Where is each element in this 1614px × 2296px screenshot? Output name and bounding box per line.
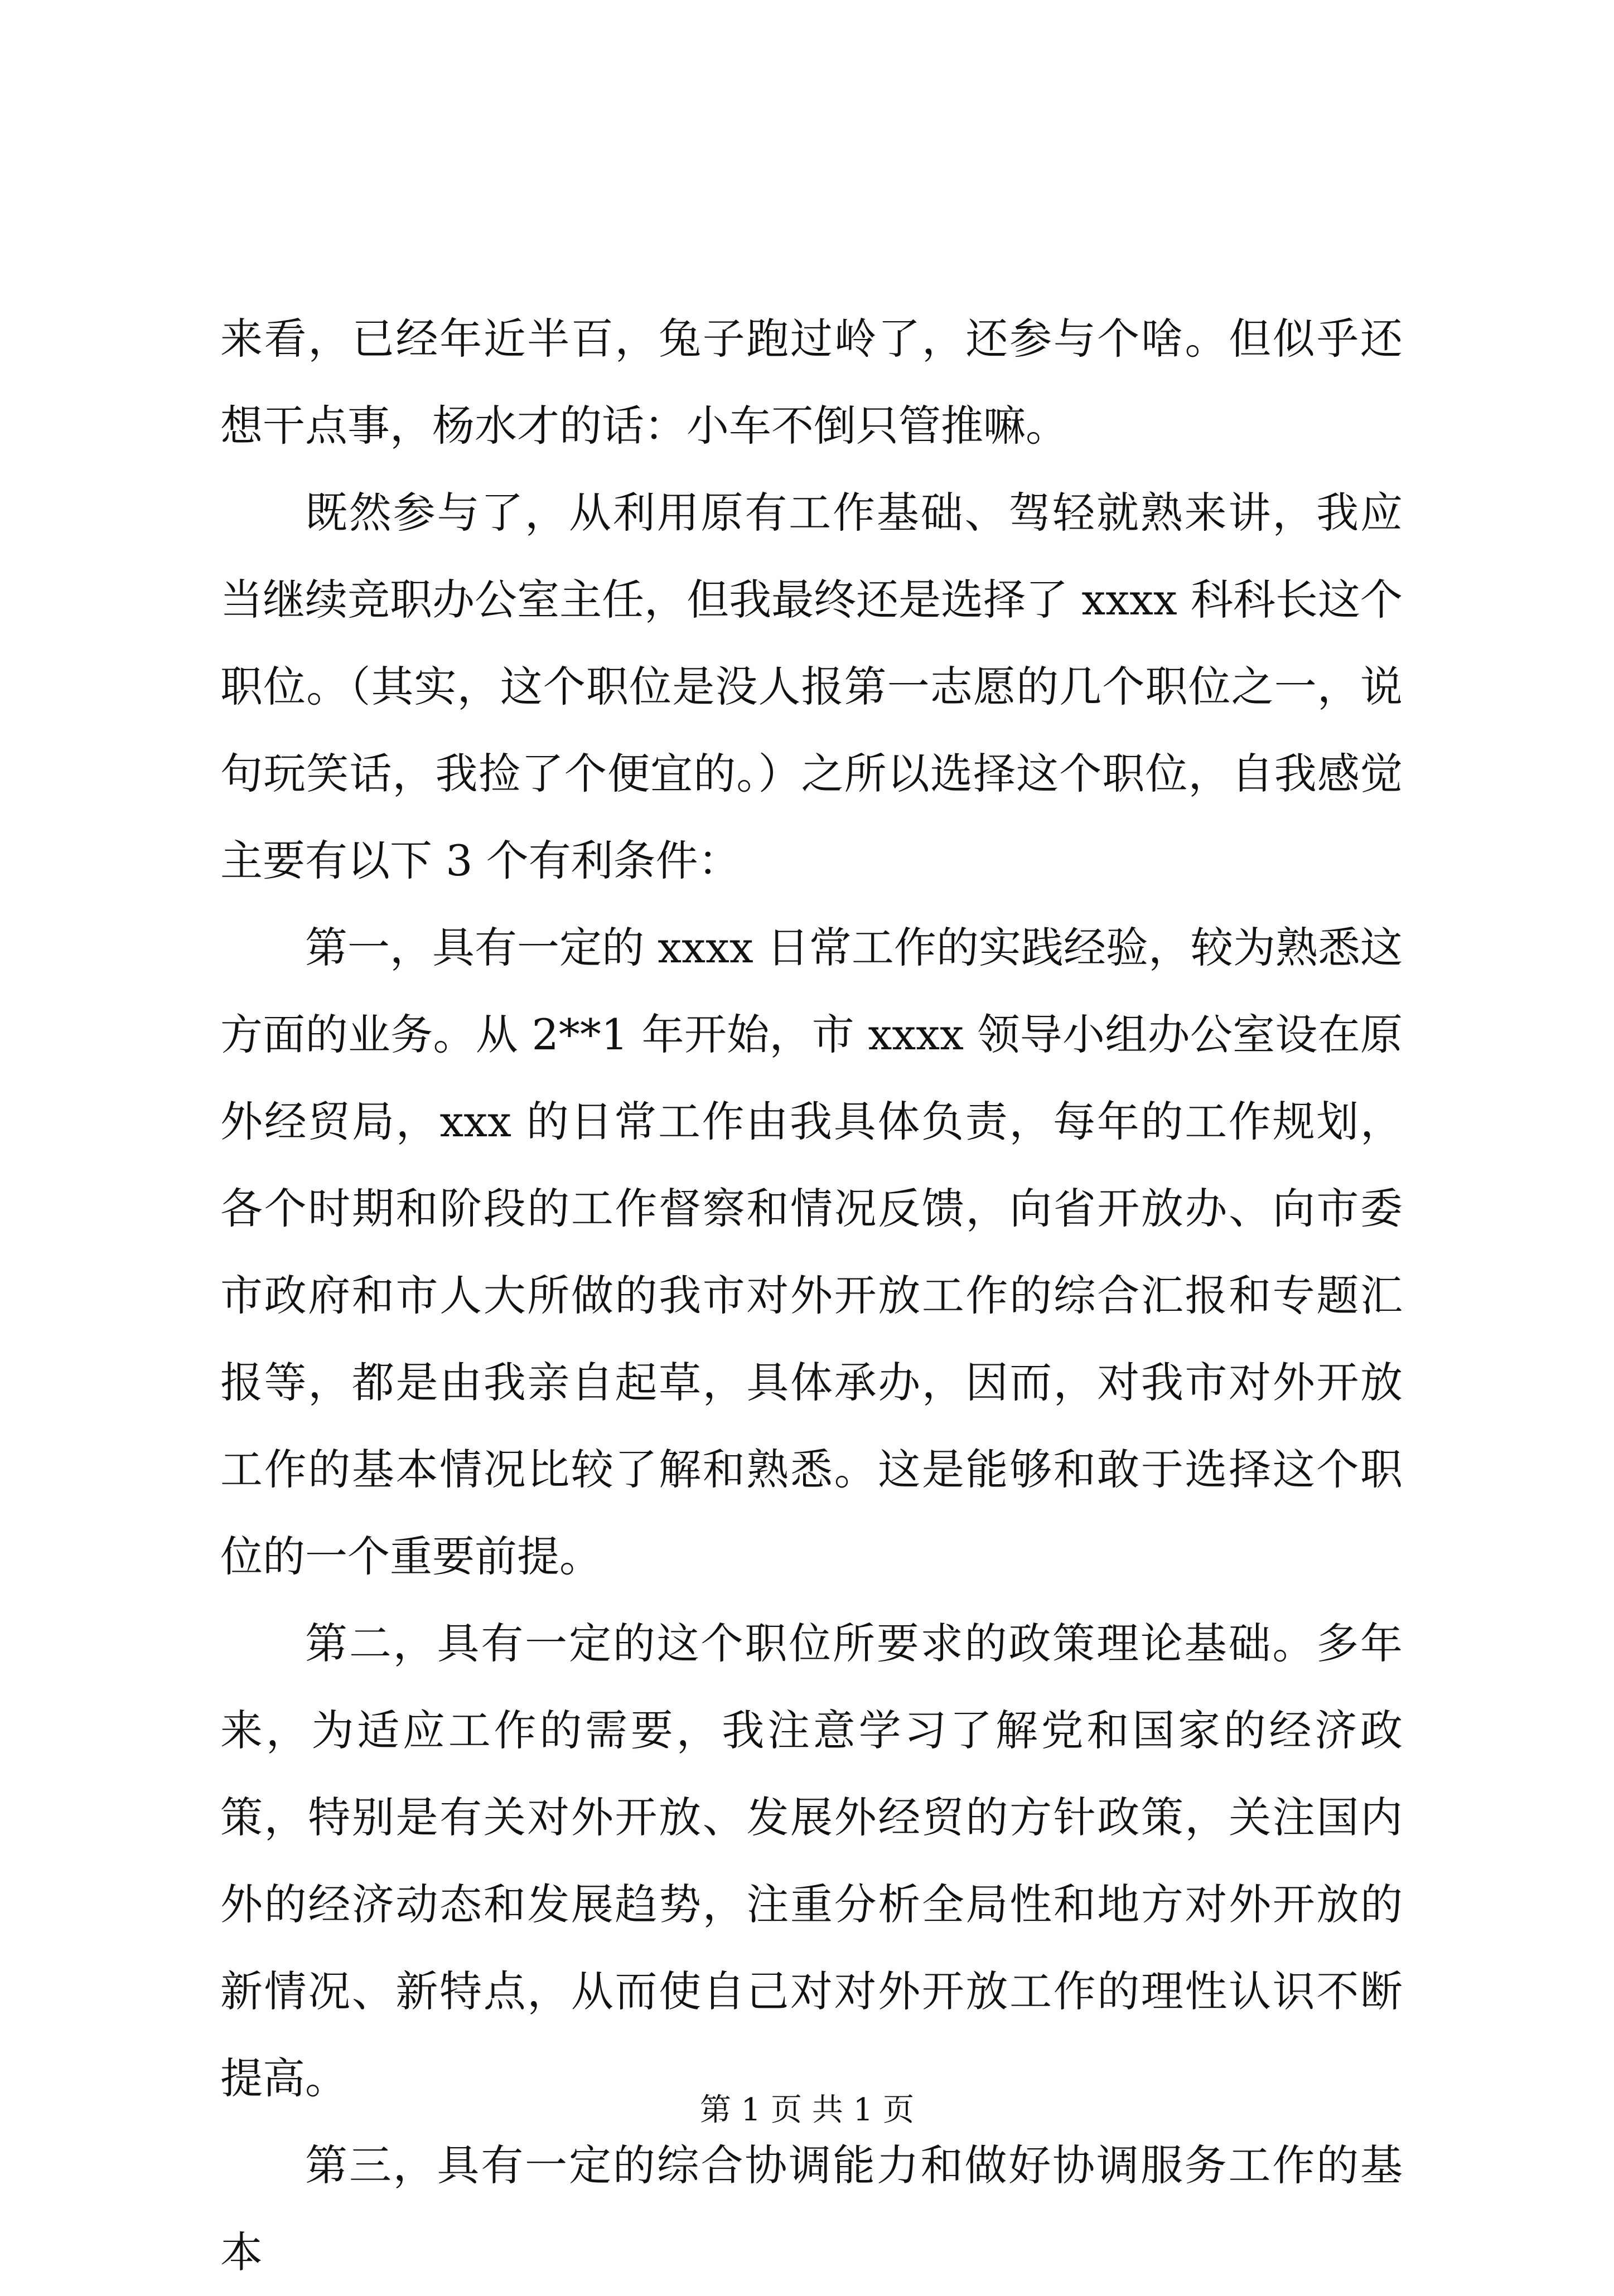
document-body xyxy=(220,296,1403,2296)
paragraph-1: 来看，已经年近半百，兔子跑过岭了，还参与个啥。但似乎还想干点事，杨水才的话：小车不倒只管推嘛。 xyxy=(220,314,1403,451)
page-footer: 第 1 页 共 1 页 xyxy=(699,2092,915,2128)
paragraph-5: 第三，具有一定的综合协调能力和做好协调服务工作的基本 xyxy=(220,2140,1403,2277)
paragraph-3: 第一，具有一定的 xxxx 日常工作的实践经验，较为熟悉这方面的业务。从 2**1 年开始，市 xxxx 领导小组办公室设在原外经贸局，xxx 的日常工作由我具体负责，每年的工作规划，各个时期和阶段的工作督察和情况反馈，向省开放办、向市委市政府和市人大所做的我市对外开放工作的综合汇报和专题汇报等，都是由我亲自起草，具体承办，因而，对我市对外开放工作的基本情况比较了解和熟悉。这是能够和敢于选择这个职位的一个重要前提。 xyxy=(220,923,1403,1581)
paragraph-4: 第二，具有一定的这个职位所要求的政策理论基础。多年来，为适应工作的需要，我注意学习了解党和国家的经济政策，特别是有关对外开放、发展外经贸的方针政策，关注国内外的经济动态和发展趋势，注重分析全局性和地方对外开放的新情况、新特点，从而使自己对对外开放工作的理性认识不断提高。 xyxy=(220,1619,1403,2103)
paragraph-2: 既然参与了，从利用原有工作基础、驾轻就熟来讲，我应当继续竞职办公室主任，但我最终还是选择了 xxxx 科科长这个职位。（其实，这个职位是没人报第一志愿的几个职位之一，说句玩笑话，我捡了个便宜的。）之所以选择这个职位，自我感觉主要有以下 3 个有利条件： xyxy=(220,488,1403,885)
